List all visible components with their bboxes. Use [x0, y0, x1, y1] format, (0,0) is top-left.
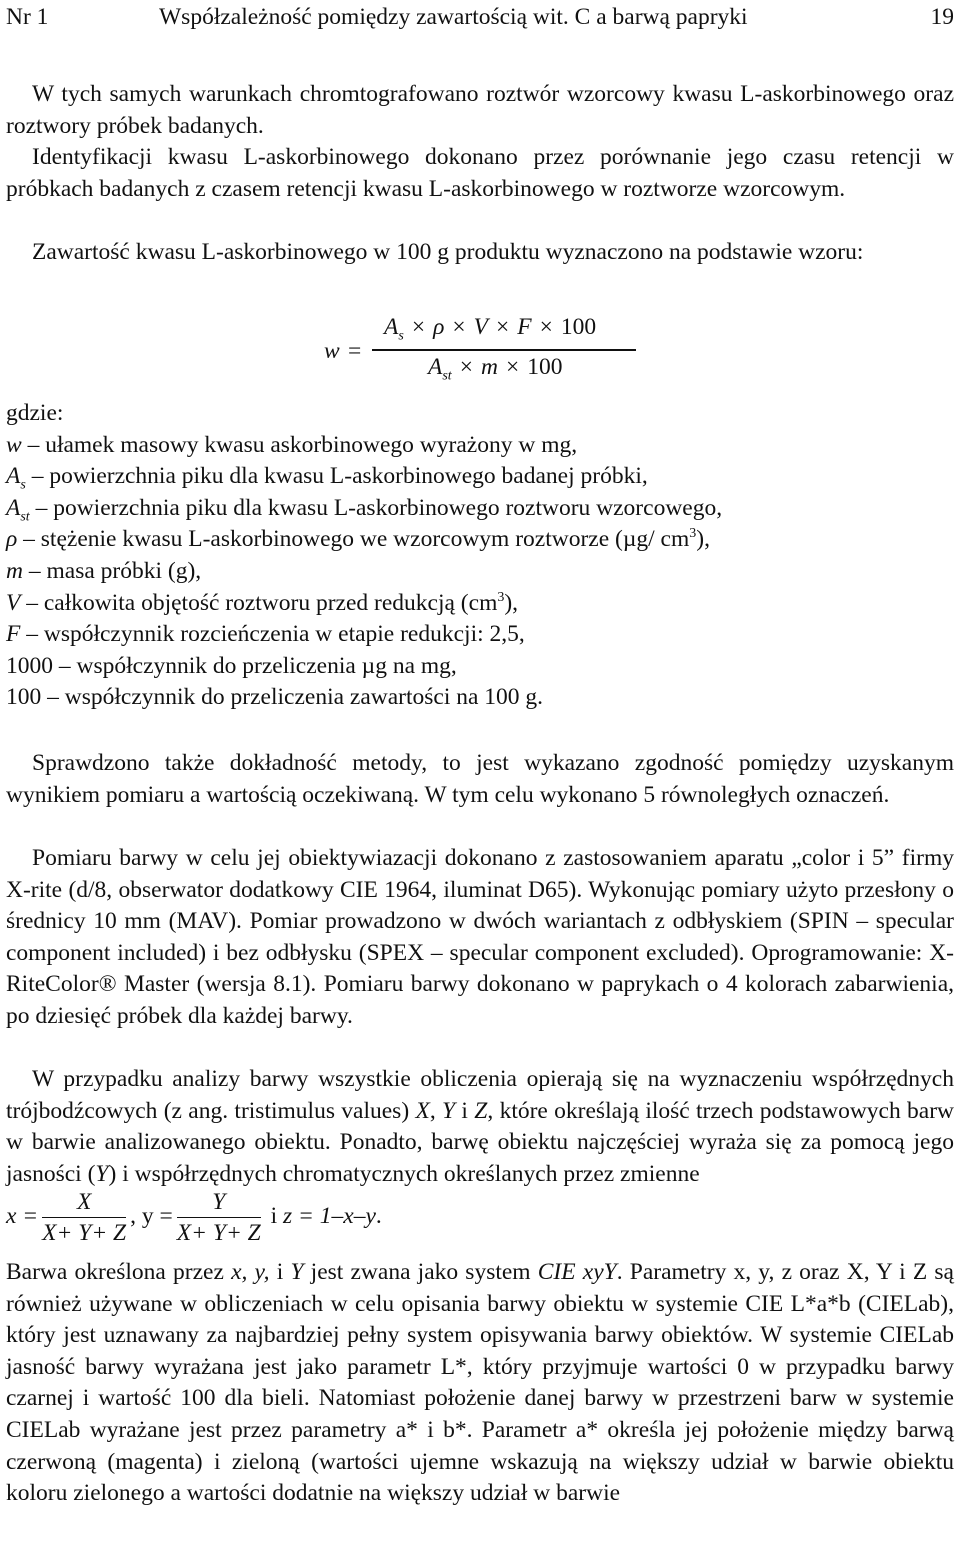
journal-issue: Nr 1	[6, 4, 49, 30]
paragraph-identification: Identyfikacji kwasu L-askorbinowego dokonano przez porównanie jego czasu retencji w próbkach badanych z czasem retencji kwasu L-askorbinowego w roztworze wzorcowym.	[6, 144, 954, 202]
fraction-x: $\frac{X}{X+ Y+ Z}$	[42, 1189, 127, 1246]
definition-item: ρ – stężenie kwasu L-askorbinowego we wzorcowym roztworze (µg/ $cm^3$),	[6, 526, 710, 553]
definition-item: 100 – współczynnik do przeliczenia zawartości na 100 g.	[6, 684, 544, 711]
symbol-definitions	[6, 398, 954, 714]
fraction-bar	[372, 349, 636, 351]
formula-lhs: w	[324, 338, 340, 364]
definition-item: m – masa próbki (g),	[6, 557, 202, 584]
paragraph-tristimulus: W przypadku analizy barwy wszystkie obliczenia opierają się na wyznaczeniu współrzędnych trójbodźcowych (z ang. tristimulus values) X, Y i Z, które określają ilość trzech podstawowych barw w barwie analizowanego obiektu. Ponadto, barwę obiektu najczęściej wyraża się za pomocą jego jasności (Y) i współrzędnych chromatycznych określanych przez zmienne	[6, 1066, 955, 1187]
ascorbic-acid-formula	[324, 314, 644, 390]
paragraph-content-formula-intro: Zawartość kwasu L-askorbinowego w 100 g produktu wyznaczono na podstawie wzoru:	[32, 239, 864, 265]
paragraph-color-measurement: Pomiaru barwy w celu jej obiektywiazacji dokonano z zastosowaniem aparatu „color i 5” firmy X-rite (d/8, obserwator dodatkowy CIE 1964, iluminat D65). Wykonując pomiary użyto przesłony o średnicy 10 mm (MAV). Pomiar prowadzono w dwóch wariantach z odbłyskiem (SPIN – specular component included) i bez odbłysku (SPEX – specular component excluded). Oprogramowanie: X-RiteColor® Master (wersja 8.1). Pomiaru barwy dokonano w paprykach o 4 kolorach zabarwienia, po dziesięć próbek dla każdej barwy.	[6, 845, 954, 1029]
formula-numerator: $A_s \times \rho \times V \times F \times 100$	[384, 314, 597, 344]
page-number: 19	[930, 4, 954, 30]
running-header	[6, 2, 954, 32]
definition-item: $A_s$ – powierzchnia piku dla kwasu L-askorbinowego badanej próbki,	[6, 463, 648, 493]
definition-item: w – ułamek masowy kwasu askorbinowego wyrażony w mg,	[6, 431, 578, 458]
definitions-intro: gdzie:	[6, 400, 64, 426]
fraction-y: $\frac{Y}{X+ Y+ Z}$	[176, 1189, 261, 1246]
chromaticity-equations: x = $\frac{X}{X+ Y+ Z}$ , y = $\frac{Y}{X+ Y+ Z}$ i z = 1–x–y.	[6, 1189, 382, 1246]
definition-item: 1000 – współczynnik do przeliczenia µg na mg,	[6, 652, 457, 679]
definition-item: $A_{st}$ – powierzchnia piku dla kwasu L-askorbinowego roztworu wzorcowego,	[6, 494, 723, 525]
paragraph-chromatography: W tych samych warunkach chromtografowano roztwór wzorcowy kwasu L-askorbinowego oraz roztwory próbek badanych.	[6, 81, 954, 139]
formula-equals: =	[348, 338, 362, 364]
definition-item: F – współczynnik rozcieńczenia w etapie redukcji: 2,5,	[6, 621, 525, 648]
formula-denominator: $A_{st} \times m \times 100$	[428, 354, 563, 384]
paragraph-accuracy: Sprawdzono także dokładność metody, to jest wykazano zgodność pomiędzy uzyskanym wynikiem pomiaru a wartością oczekiwaną. W tym celu wykonano 5 równoległych oznaczeń.	[6, 750, 954, 808]
definition-item: V – całkowita objętość roztworu przed redukcją $(cm^3)$,	[6, 589, 519, 616]
running-title: Współzależność pomiędzy zawartością wit. C a barwą papryki	[159, 4, 748, 30]
paragraph-cielab: Barwa określona przez x, y, i Y jest zwana jako system CIE xyY. Parametry x, y, z oraz X, Y i Z są również używane w obliczeniach w celu opisania barwy obiektu w systemie CIE L*a*b (CIELab), który jest uznawany za najbardziej pełny system opisywania barwy obiektów. W systemie CIELab jasność barwy wyrażana jest jako parametr L*, który przyjmuje wartości 0 w przypadku barwy czarnej i wartość 100 dla bieli. Natomiast położenie danej barwy w przestrzeni barw w systemie CIELab wyrażane jest przez parametry a* i b*. Parametr a* określa jej położenie między barwą czerwoną (magenta) i zieloną (wartości ujemne wskazują na większy udział w barwie obiektu koloru zielonego a wartości dodatnie na większy udział w barwie	[6, 1259, 954, 1507]
